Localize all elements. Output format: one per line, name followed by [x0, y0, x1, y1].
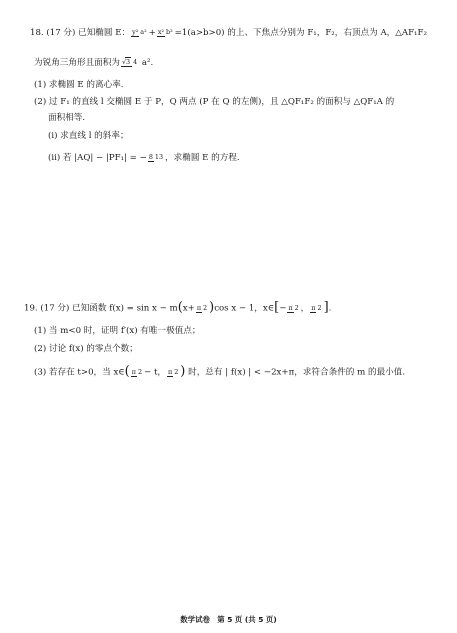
period: . — [328, 303, 332, 314]
q18-part-2-line-1: (2) 过 F₁ 的直线 l 交椭圆 E 于 P，Q 两点 (P 在 Q 的左侧)，且 △QF₁F₂ 的面积与 △QF₁A 的 — [34, 97, 395, 107]
fraction-numerator: π — [311, 303, 316, 312]
q19-pi-over-2 — [196, 304, 208, 312]
q18-part-2-ii — [48, 152, 240, 164]
q18-ii-fraction — [148, 153, 164, 161]
q19-cos-text: cos x − 1，x∈ — [214, 303, 275, 314]
q18-part-1: (1) 求椭圆 E 的离心率. — [34, 80, 124, 90]
q18-intro-tail: =1(a>b>0) 的上、下焦点分别为 F₁，F₂，右顶点为 A，△AF₁F₂ — [174, 28, 427, 38]
fraction-numerator: √3 — [121, 58, 131, 66]
fraction-numerator: π — [168, 367, 173, 376]
q18-intro-text: 18. (17 分) 已知椭圆 E： — [30, 28, 131, 38]
q19-p3-text: (3) 若存在 t>0，当 x∈ — [34, 367, 125, 378]
left-paren: ( — [124, 364, 130, 379]
q18-fraction-y2-a2 — [131, 28, 148, 36]
right-paren: ) — [180, 364, 186, 379]
q19-p3-tail: 时，总有 | f(x) | < −2x+π，求符合条件的 m 的最小值. — [185, 367, 406, 378]
page-footer: 数学试卷 第 5 页 (共 5 页) — [180, 615, 277, 624]
q19-line-1 — [24, 302, 331, 315]
fraction-denominator: 2 — [203, 303, 208, 312]
q19-domain-upper — [310, 304, 322, 312]
q19-part-1: (1) 当 m<0 时，证明 f′(x) 有唯一极值点； — [34, 326, 201, 336]
left-bracket: [ — [274, 300, 280, 315]
q19-p3-fraction-2 — [167, 368, 179, 376]
right-paren: ) — [209, 300, 215, 315]
q18-line-2 — [34, 57, 153, 69]
sqrt-radicand: 3 — [126, 58, 131, 66]
fraction-numerator: y² — [132, 28, 139, 36]
q19-x-plus: x+ — [182, 303, 195, 314]
q18-area-tail: a². — [139, 58, 154, 68]
q19-part-3 — [34, 366, 405, 379]
fraction-denominator: a² — [140, 28, 147, 36]
fraction-numerator: π — [131, 367, 136, 376]
fraction-numerator: x² — [157, 28, 165, 36]
q18-line-1 — [30, 27, 427, 39]
q18-part-2-i: (ⅰ) 求直线 l 的斜率； — [48, 131, 129, 141]
fraction-denominator: b² — [166, 28, 173, 36]
fraction-denominator: 2 — [294, 303, 299, 312]
fraction-denominator: 2 — [174, 367, 179, 376]
minus-sign: − — [279, 303, 287, 314]
plus-sign: + — [148, 28, 156, 38]
fraction-numerator: π — [196, 303, 202, 312]
fraction-denominator: 2 — [137, 367, 143, 376]
q19-part-2: (2) 讨论 f(x) 的零点个数； — [34, 344, 138, 354]
fraction-numerator: π — [288, 303, 293, 312]
q19-intro-text: 19. (17 分) 已知函数 f(x) = sin x − m — [24, 303, 178, 314]
q18-part-2-line-2: 面积相等. — [48, 113, 86, 123]
q19-domain-lower — [287, 304, 299, 312]
comma: ， — [300, 303, 310, 314]
fraction-denominator: 4 — [133, 58, 138, 66]
left-paren: ( — [177, 300, 183, 315]
fraction-numerator: 8 — [148, 153, 153, 161]
q19-p3-fraction-1 — [131, 368, 143, 376]
fraction-denominator: 2 — [317, 303, 322, 312]
q18-fraction-x2-b2 — [157, 28, 174, 36]
fraction-denominator: 13 — [154, 153, 164, 161]
q19-p3-mid: − t， — [144, 367, 167, 378]
q18-ii-text: (ⅱ) 若 |AQ| − |PF₁| = − — [48, 153, 147, 163]
right-bracket: ] — [323, 300, 329, 315]
q18-area-fraction — [121, 58, 138, 66]
q18-ii-tail: ，求椭圆 E 的方程. — [165, 153, 240, 163]
q18-area-text: 为锐角三角形且面积为 — [34, 58, 120, 68]
